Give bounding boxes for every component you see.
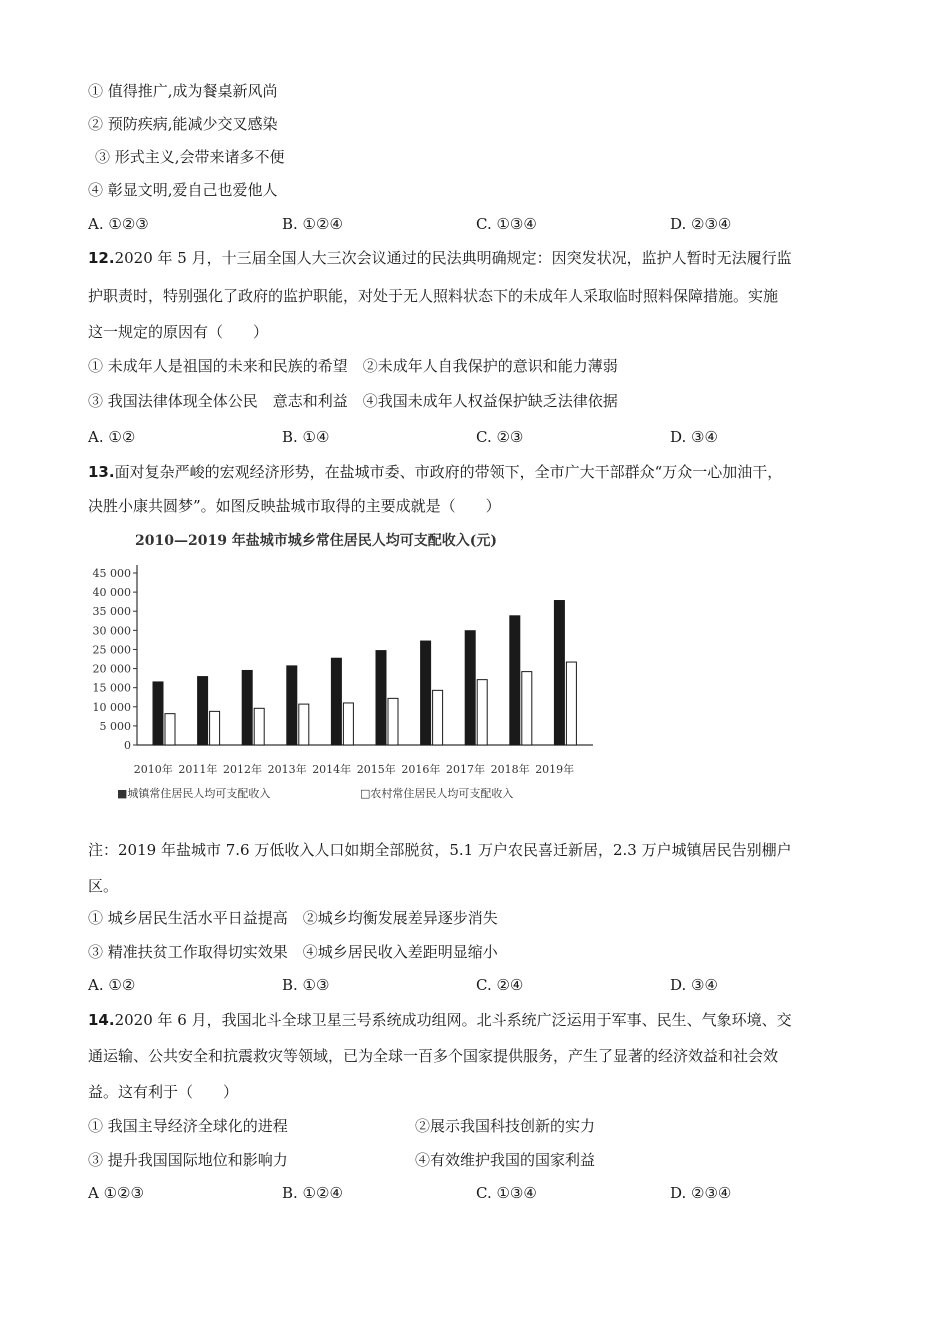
bar-rural-2019年 [566, 662, 576, 745]
q11-item-1: ① 值得推广,成为餐桌新风尚 [88, 82, 278, 100]
bar-rural-2010年 [165, 714, 175, 745]
bar-rural-2015年 [388, 698, 398, 745]
y-tick-label: 15 000 [92, 681, 131, 695]
y-tick-label: 10 000 [92, 700, 131, 714]
x-tick-label: 2016年 [401, 763, 441, 776]
q13-note-line-2: 区。 [88, 877, 119, 895]
x-tick-label: 2012年 [223, 763, 262, 776]
q12-option-c[interactable]: C. ②③ [476, 428, 524, 446]
q11-item-4: ④ 彰显文明,爱自己也爱他人 [88, 181, 278, 199]
q14-item-3: ③ 提升我国国际地位和影响力 [88, 1151, 288, 1169]
q14-number: 14. [88, 1011, 115, 1029]
q14-stem-line-1: 14.2020 年 6 月，我国北斗全球卫星三号系统成功组网。北斗系统广泛运用于军事、民生、气象环境、交 [88, 1011, 792, 1029]
q14-option-b[interactable]: B. ①②④ [282, 1184, 343, 1202]
q11-option-b[interactable]: B. ①②④ [282, 215, 343, 233]
q11-option-d[interactable]: D. ②③④ [670, 215, 732, 233]
q13-stem-line-1: 13.面对复杂严峻的宏观经济形势，在盐城市委、市政府的带领下，全市广大干部群众“万众一心加油干， [88, 463, 783, 481]
q13-option-a[interactable]: A. ①② [88, 976, 136, 994]
chart-title: 2010—2019 年盐城市城乡常住居民人均可支配收入(元) [135, 533, 498, 549]
y-tick-label: 40 000 [92, 586, 131, 600]
q13-item-1-2: ① 城乡居民生活水平日益提高 ②城乡均衡发展差异逐步消失 [88, 909, 498, 927]
q13-stem-line-2: 决胜小康共圆梦”。如图反映盐城市取得的主要成就是（ ） [88, 497, 501, 515]
x-tick-label: 2017年 [446, 763, 485, 776]
q12-stem-line-3: 这一规定的原因有（ ） [88, 323, 269, 341]
q11-item-2: ② 预防疾病,能减少交叉感染 [88, 115, 278, 133]
x-tick-label: 2010年 [133, 763, 173, 776]
bar-rural-2012年 [254, 708, 264, 745]
x-tick-label: 2014年 [312, 763, 352, 776]
q13-option-c[interactable]: C. ②④ [476, 976, 524, 994]
income-bar-chart [92, 528, 625, 808]
q12-option-b[interactable]: B. ①④ [282, 428, 330, 446]
q14-option-a[interactable]: A ①②③ [88, 1184, 144, 1202]
bar-rural-2017年 [477, 680, 487, 745]
bar-rural-2014年 [343, 703, 353, 745]
bar-rural-2013年 [299, 704, 309, 745]
q11-option-c[interactable]: C. ①③④ [476, 215, 537, 233]
q12-item-3-4: ③ 我国法律体现全体公民 意志和利益 ④我国未成年人权益保护缺乏法律依据 [88, 392, 618, 410]
bar-rural-2018年 [522, 672, 532, 745]
bar-urban-2010年 [153, 682, 163, 745]
bar-urban-2013年 [287, 666, 297, 745]
q11-option-a[interactable]: A. ①②③ [88, 215, 149, 233]
q13-option-b[interactable]: B. ①③ [282, 976, 330, 994]
bar-urban-2016年 [421, 641, 431, 745]
bar-urban-2014年 [331, 658, 341, 745]
x-tick-label: 2018年 [490, 763, 530, 776]
bar-urban-2019年 [554, 601, 564, 745]
q14-stem-line-2: 通运输、公共安全和抗震救灾等领域，已为全球一百多个国家提供服务，产生了显著的经济效益和社会效 [88, 1047, 779, 1065]
bar-rural-2011年 [210, 711, 220, 745]
y-tick-label: 0 [124, 739, 131, 752]
x-tick-label: 2019年 [535, 763, 575, 776]
y-tick-label: 5 000 [99, 719, 131, 733]
q12-option-a[interactable]: A. ①② [88, 428, 136, 446]
q13-note-line-1: 注：2019 年盐城市 7.6 万低收入人口如期全部脱贫，5.1 万户农民喜迁新居，2.3 万户城镇居民告别棚户 [88, 841, 792, 859]
q12-option-d[interactable]: D. ③④ [670, 428, 718, 446]
q14-stem-line-3: 益。这有利于（ ） [88, 1083, 239, 1101]
bar-urban-2018年 [510, 616, 520, 745]
q12-stem-line-2: 护职责时，特别强化了政府的监护职能，对处于无人照料状态下的未成年人采取临时照料保障措施。实施 [88, 287, 779, 305]
y-tick-label: 35 000 [92, 605, 131, 619]
bar-rural-2016年 [433, 690, 443, 745]
q13-option-d[interactable]: D. ③④ [670, 976, 718, 994]
q12-item-1-2: ① 未成年人是祖国的未来和民族的希望 ②未成年人自我保护的意识和能力薄弱 [88, 357, 618, 375]
q13-number: 13. [88, 463, 115, 481]
x-tick-label: 2011年 [178, 763, 218, 776]
legend-urban: ■城镇常住居民人均可支配收入 [117, 787, 271, 800]
bars-group [153, 601, 576, 745]
x-tick-label: 2015年 [356, 763, 396, 776]
q11-item-3: ③ 形式主义,会带来诸多不便 [95, 148, 285, 166]
bar-urban-2017年 [465, 631, 475, 745]
q14-item-1: ① 我国主导经济全球化的进程 [88, 1117, 288, 1135]
bar-urban-2015年 [376, 651, 386, 745]
y-tick-label: 30 000 [92, 624, 131, 638]
q13-item-3-4: ③ 精准扶贫工作取得切实效果 ④城乡居民收入差距明显缩小 [88, 943, 498, 961]
bar-urban-2011年 [198, 677, 208, 745]
q14-option-c[interactable]: C. ①③④ [476, 1184, 537, 1202]
bar-urban-2012年 [242, 670, 252, 745]
q12-stem-line-1: 12.2020 年 5 月，十三届全国人大三次会议通过的民法典明确规定：因突发状况，监护人暂时无法履行监 [88, 249, 792, 267]
y-tick-label: 20 000 [92, 662, 131, 676]
q12-number: 12. [88, 249, 115, 267]
x-axis-labels [134, 762, 574, 776]
q14-item-2: ②展示我国科技创新的实力 [415, 1117, 596, 1135]
x-tick-label: 2013年 [267, 763, 307, 776]
y-tick-label: 25 000 [92, 643, 131, 657]
q14-item-4: ④有效维护我国的国家利益 [415, 1151, 596, 1169]
q14-option-d[interactable]: D. ②③④ [670, 1184, 732, 1202]
y-tick-label: 45 000 [92, 567, 131, 580]
legend-rural: □农村常住居民人均可支配收入 [360, 787, 514, 800]
